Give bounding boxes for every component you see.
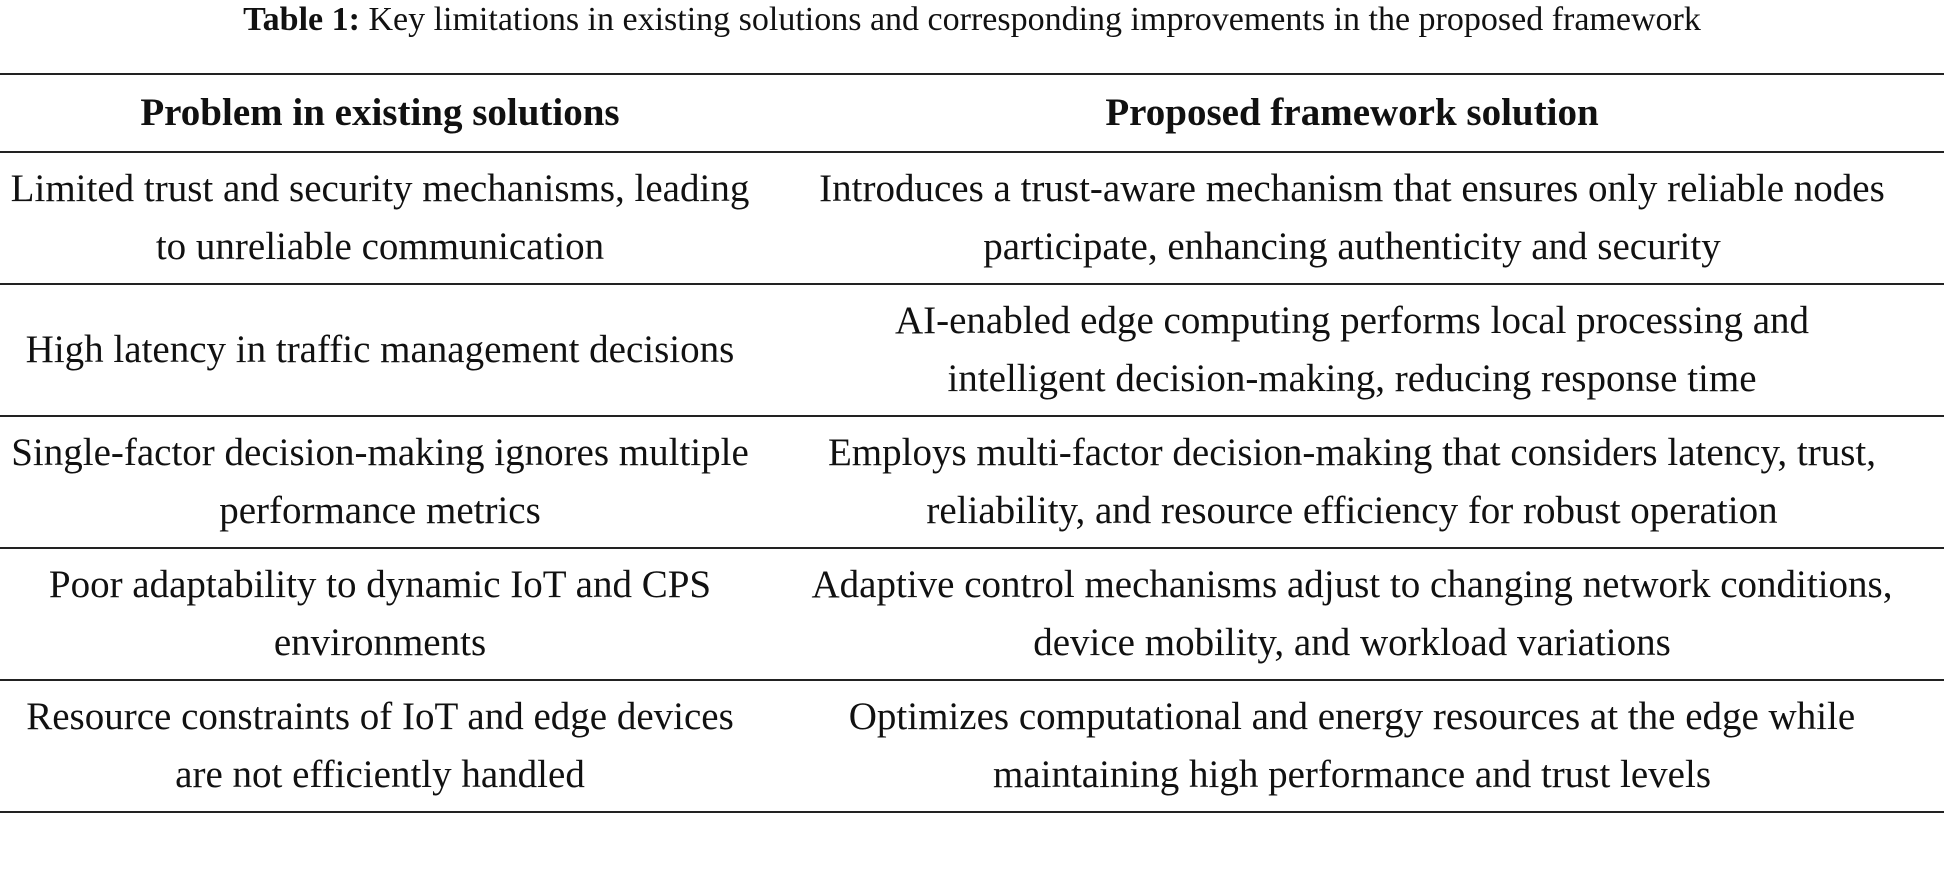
solution-cell: Optimizes computational and energy resources at the edge while maintaining high performance and trust levels xyxy=(848,695,1856,796)
table-row xyxy=(0,548,1944,680)
problem-cell: High latency in traffic management decisions xyxy=(25,328,735,371)
column-header-problem: Problem in existing solutions xyxy=(140,91,620,134)
problem-cell: Resource constraints of IoT and edge devices are not efficiently handled xyxy=(26,695,734,796)
table-row xyxy=(0,152,1944,284)
table-caption-text: Key limitations in existing solutions and corresponding improvements in the proposed framework xyxy=(368,1,1701,38)
problem-cell: Poor adaptability to dynamic IoT and CPS environments xyxy=(48,563,712,664)
problem-cell: Limited trust and security mechanisms, leading to unreliable communication xyxy=(10,167,750,268)
limitations-table xyxy=(0,73,1944,813)
table-row xyxy=(0,680,1944,812)
solution-cell: Employs multi-factor decision-making that considers latency, trust, reliability, and resource efficiency for robust operation xyxy=(827,431,1877,532)
column-header-solution: Proposed framework solution xyxy=(1105,91,1599,134)
table-caption xyxy=(0,0,1944,40)
table-caption-label: Table 1: xyxy=(243,1,360,38)
table-row xyxy=(0,416,1944,548)
solution-cell: Adaptive control mechanisms adjust to changing network conditions, device mobility, and workload variations xyxy=(811,563,1893,664)
problem-cell: Single-factor decision-making ignores multiple performance metrics xyxy=(11,431,749,532)
solution-cell: AI-enabled edge computing performs local processing and intelligent decision-making, reducing response time xyxy=(894,299,1810,400)
table-row xyxy=(0,284,1944,416)
header-row xyxy=(0,74,1944,152)
solution-cell: Introduces a trust-aware mechanism that ensures only reliable nodes participate, enhancing authenticity and security xyxy=(819,167,1885,268)
